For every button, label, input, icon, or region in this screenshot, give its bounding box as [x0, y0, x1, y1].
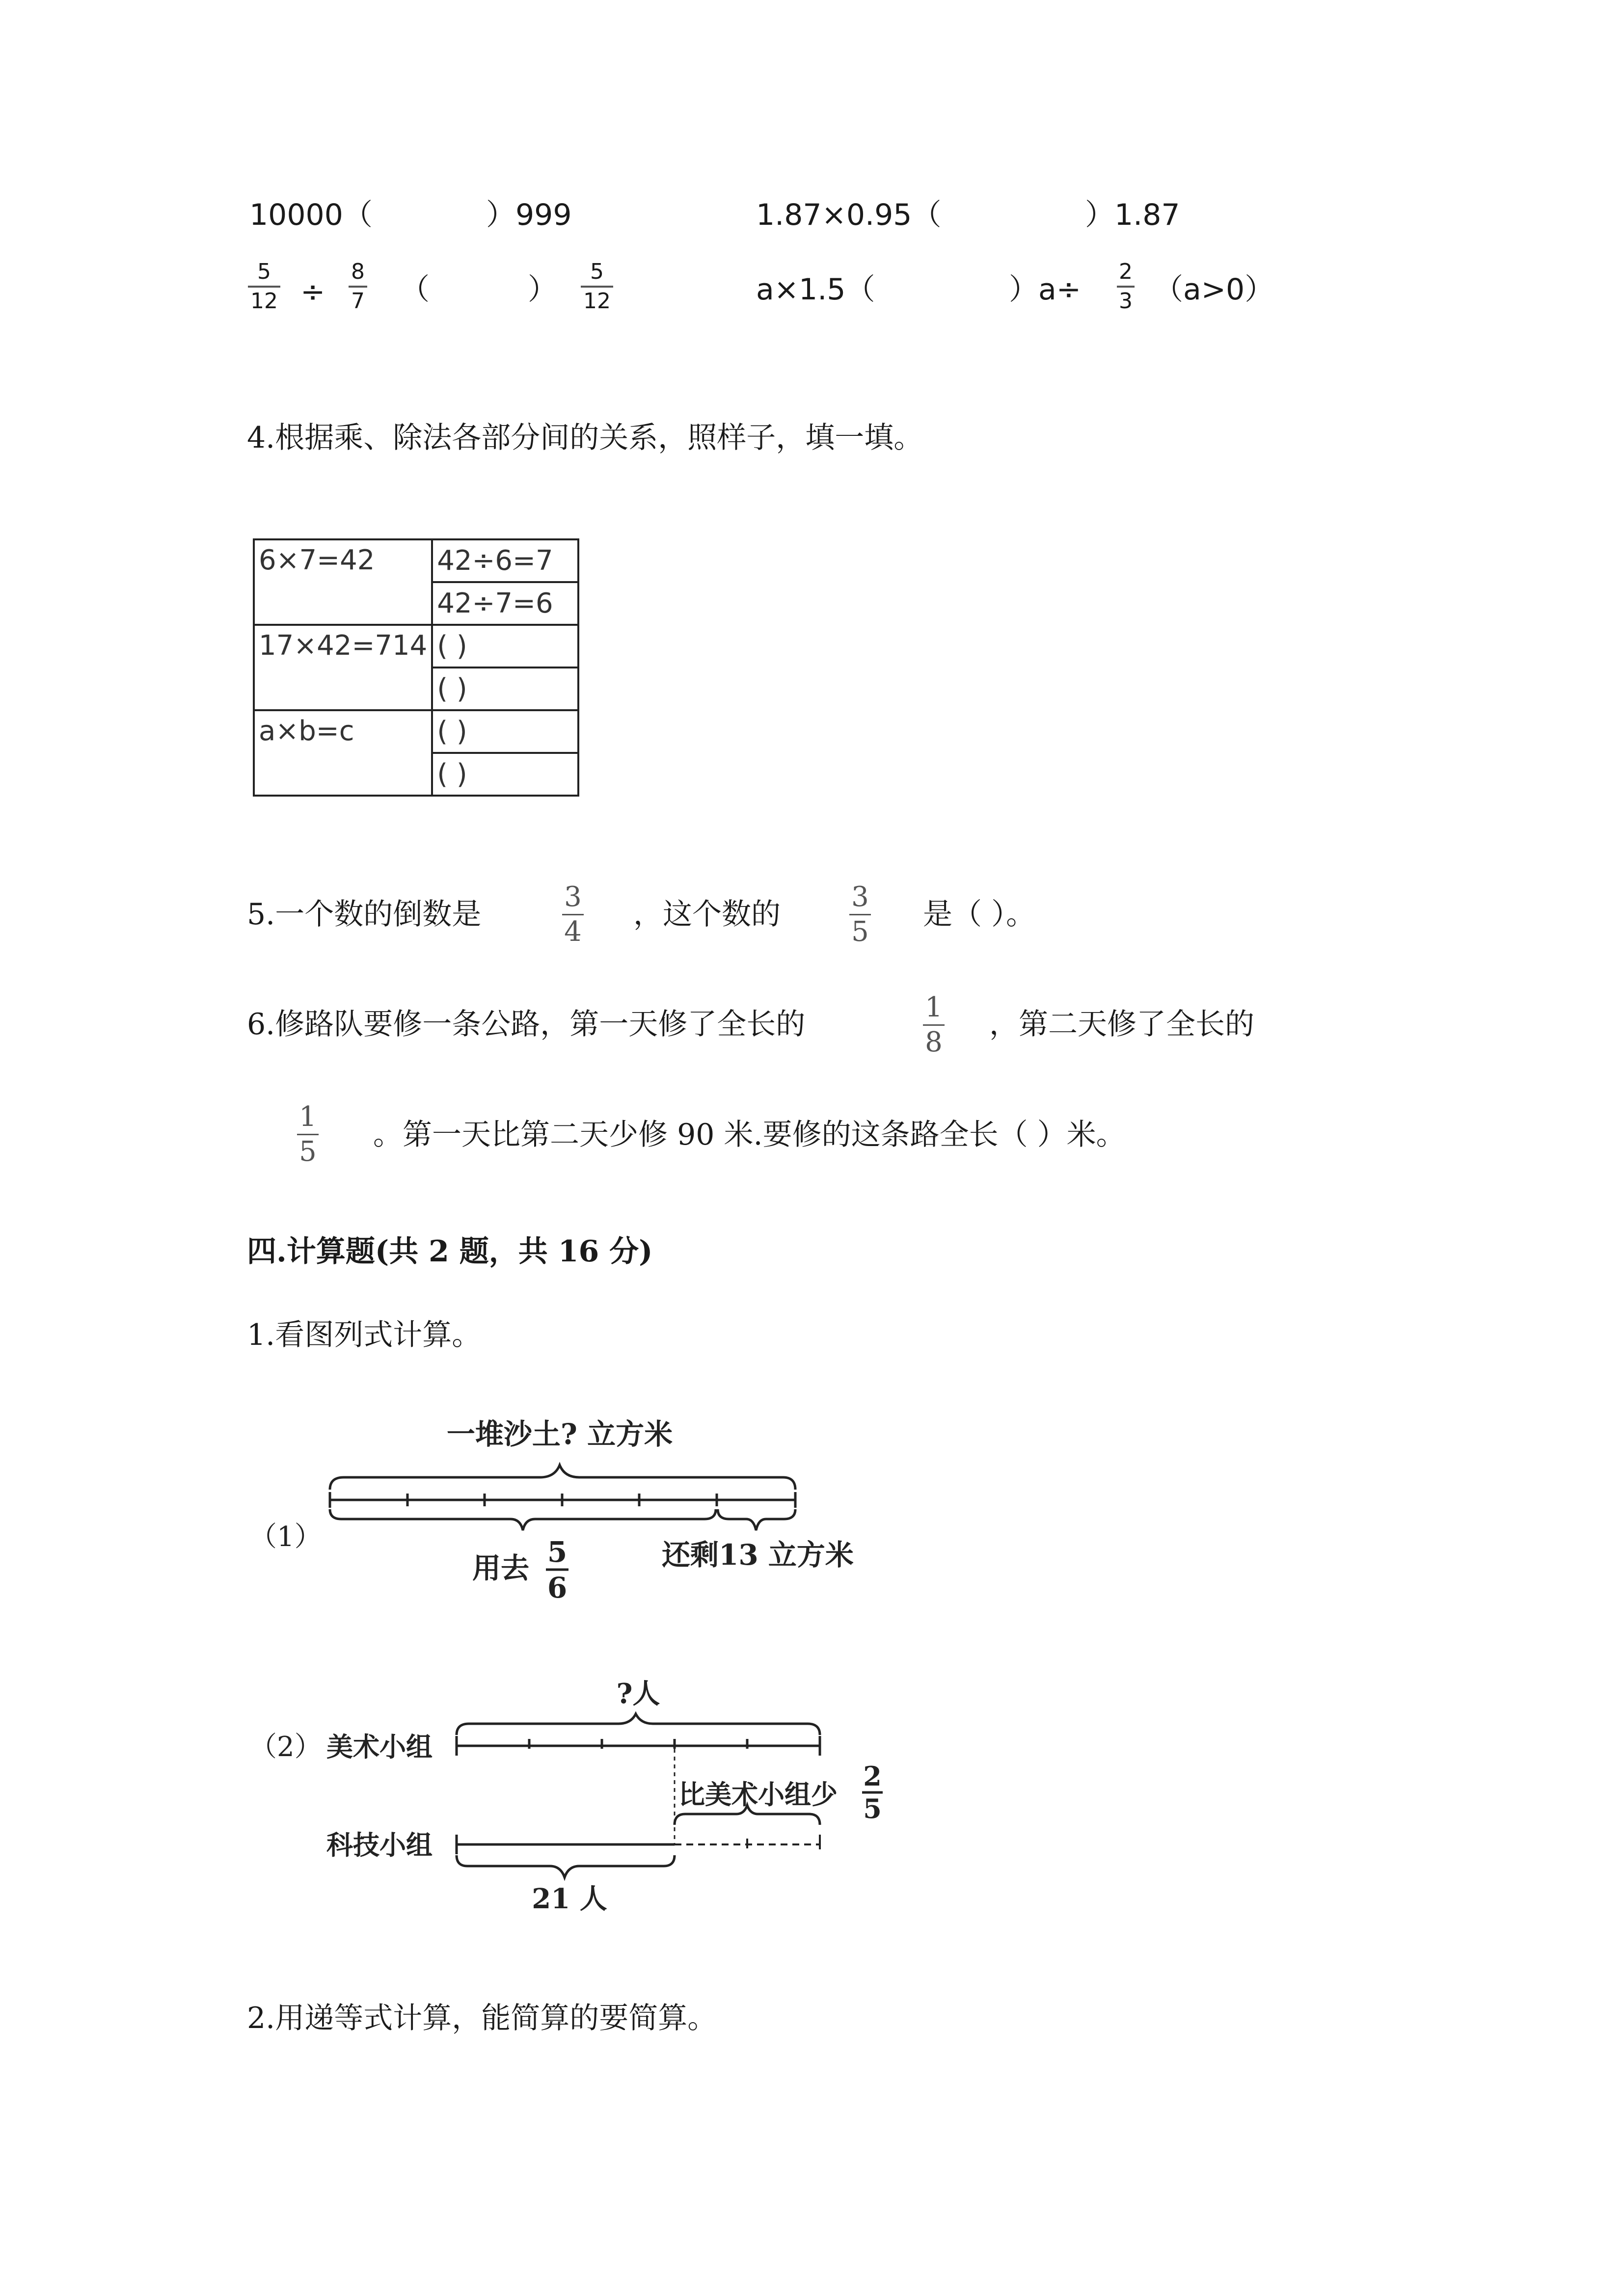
question-6-text-b: ，第二天修了全长的 — [989, 1007, 1254, 1041]
remain-brace — [718, 1509, 795, 1530]
fraction-8-7: 8 7 — [349, 261, 367, 312]
used-fraction-den: 6 — [547, 1571, 568, 1604]
used-fraction-num: 5 — [547, 1535, 568, 1569]
table-blank-3a[interactable]: ( ) — [432, 710, 578, 753]
table-row — [254, 625, 578, 667]
fraction-2-3: 2 3 — [1117, 261, 1135, 312]
top-label: 一堆沙土? 立方米 — [446, 1417, 673, 1451]
top-label: ?人 — [616, 1678, 660, 1710]
bottom-label: 21 人 — [532, 1883, 607, 1915]
compare-r2-right-b: ）a÷ — [1009, 272, 1082, 307]
tape-diagram-2 — [245, 1669, 908, 1934]
remain-label: 还剩13 立方米 — [662, 1538, 854, 1572]
top-brace — [330, 1465, 795, 1490]
tape-diagram-1-svg — [245, 1404, 908, 1615]
question-4-text: 4.根据乘、除法各部分间的关系，照样子，填一填。 — [247, 421, 923, 455]
fraction-3-4: 3 4 — [562, 883, 584, 946]
relation-table — [253, 538, 579, 797]
section-4-question-2: 2.用递等式计算，能简算的要简算。 — [247, 2001, 717, 2035]
fraction-1-8: 1 8 — [923, 994, 945, 1056]
compare-r2-open: （ — [400, 272, 430, 307]
divide-sign: ÷ — [300, 275, 325, 309]
compare-r1-right-b: ）1.87 — [1085, 198, 1180, 232]
table-cell-left-2: 17×42=714 — [254, 625, 432, 710]
compare-r1-left-b: ）999 — [486, 198, 572, 232]
compare-r1-left-a: 10000（ — [249, 198, 373, 232]
table-cell-a-1: 42÷6=7 — [432, 539, 578, 582]
less-fraction-num: 2 — [863, 1761, 882, 1792]
table-blank-2a[interactable]: ( ) — [432, 625, 578, 667]
question-5-text-a: 5.一个数的倒数是 — [247, 897, 482, 932]
compare-r2-right-a: a×1.5（ — [756, 272, 875, 307]
question-5-text-c: 是（ ）。 — [923, 897, 1036, 932]
fraction-1-5: 1 5 — [297, 1103, 319, 1166]
table-blank-2b[interactable]: ( ) — [432, 667, 578, 710]
science-group-label: 科技小组 — [326, 1829, 433, 1861]
less-label: 比美术小组少 — [678, 1779, 838, 1810]
compare-r2-right-c: （a>0） — [1154, 272, 1274, 307]
table-cell-left-3: a×b=c — [254, 710, 432, 796]
question-5-text-b: ，这个数的 — [633, 897, 781, 932]
table-row — [254, 710, 578, 753]
diagram-1-index: （1） — [249, 1521, 322, 1553]
question-6-text-c: 。第一天比第二天少修 90 米.要修的这条路全长（ ）米。 — [373, 1118, 1126, 1152]
table-cell-b-1: 42÷7=6 — [432, 582, 578, 625]
tape-diagram-2-svg — [245, 1669, 908, 1934]
fraction-5-12-b: 5 12 — [581, 261, 613, 312]
bottom-brace — [457, 1855, 675, 1877]
diagram-2-index: （2） — [249, 1731, 322, 1763]
less-fraction-den: 5 — [863, 1793, 882, 1824]
tape-diagram-1 — [245, 1404, 908, 1615]
top-brace — [457, 1714, 820, 1735]
table-row — [254, 539, 578, 582]
compare-r1-right-a: 1.87×0.95（ — [756, 198, 942, 232]
art-group-label: 美术小组 — [326, 1731, 433, 1762]
used-brace — [330, 1509, 716, 1530]
table-cell-left-1: 6×7=42 — [254, 539, 432, 625]
table-blank-3b[interactable]: ( ) — [432, 753, 578, 796]
compare-r2-close: ） — [528, 272, 557, 307]
fraction-5-12: 5 12 — [248, 261, 280, 312]
fraction-3-5: 3 5 — [849, 883, 871, 946]
question-6-text-a: 6.修路队要修一条公路，第一天修了全长的 — [247, 1007, 806, 1041]
section-4-title: 四.计算题(共 2 题，共 16 分) — [247, 1234, 653, 1269]
section-4-question-1: 1.看图列式计算。 — [247, 1318, 482, 1352]
used-label: 用去 — [472, 1551, 530, 1585]
